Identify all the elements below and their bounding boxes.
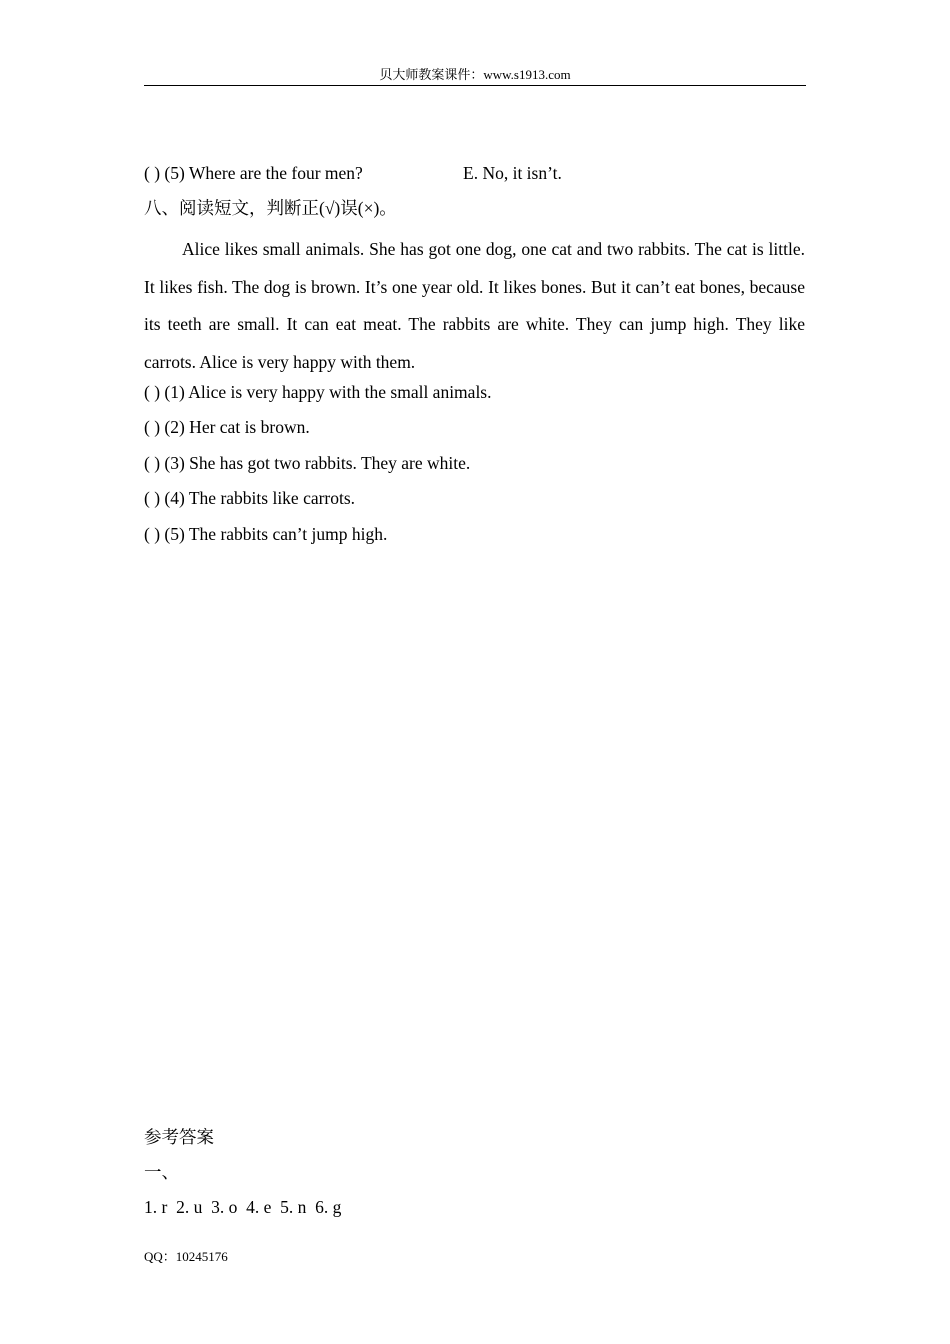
judgement-item-5: ( ) (5) The rabbits can’t jump high. [144,524,388,544]
judgement-item-1: ( ) (1) Alice is very happy with the small animals. [144,382,492,402]
reading-passage: Alice likes small animals. She has got one dog, one cat and two rabbits. The cat is little. It likes fish. The dog is brown. It’s one year old. It likes bones. But it can’t eat bones, because its teeth are small. It can eat meat. The rabbits are white. They can jump high. They like carrots. Alice is very happy with them. [144,239,805,372]
judgement-item-3: ( ) (3) She has got two rabbits. They are white. [144,453,471,473]
answers-line-1: 1. r 2. u 3. o 4. e 5. n 6. g [144,1197,342,1217]
matching-item-5 [144,162,562,184]
answers-section-1: 一、 [144,1162,179,1182]
answers-title: 参考答案 [144,1127,214,1147]
judgement-item-4: ( ) (4) The rabbits like carrots. [144,488,356,508]
page-footer: QQ：10245176 [144,1249,228,1264]
matching-answer: E. No, it isn’t. [463,163,562,183]
judgement-item-2: ( ) (2) Her cat is brown. [144,417,310,437]
header-divider [144,85,806,86]
section-8-title: 八、阅读短文，判断正(√)误(×)。 [144,198,397,218]
page-header: 贝大师教案课件：www.s1913.com [379,67,571,82]
matching-question: ( ) (5) Where are the four men? [144,163,363,183]
